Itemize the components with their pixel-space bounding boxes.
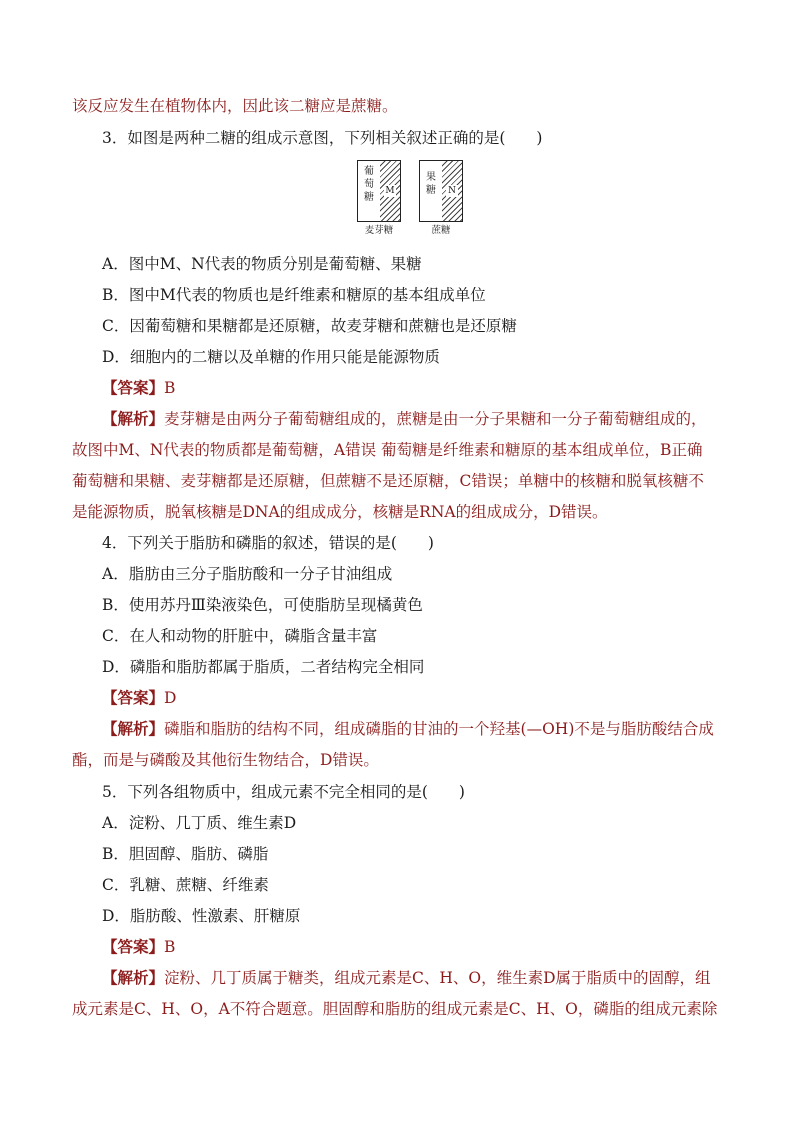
answer-4: 【答案】D [102,688,177,707]
option-c: C．乳糖、蔗糖、纤维素 [102,876,269,894]
option-b: B．图中M代表的物质也是纤维素和糖原的基本组成单位 [102,286,486,304]
hatched-area [380,161,400,221]
option-c: C．在人和动物的肝脏中，磷脂含量丰富 [102,627,378,645]
glucose-label: 葡萄糖 [364,166,374,203]
option-a: A．图中M、N代表的物质分别是葡萄糖、果糖 [102,255,422,273]
hatched-area [442,161,462,221]
fructose-label: 果糖 [426,172,436,196]
maltose-caption: 麦芽糖 [364,225,394,236]
m-label: M [385,186,395,196]
sucrose-caption: 蔗糖 [431,225,451,236]
answer-3: 【答案】B [102,378,176,397]
text-line: 是能源物质，脱氧核糖是DNA的组成成分，核糖是RNA的组成成分，D错误。 [72,503,608,521]
disaccharide-diagram [355,158,465,240]
explanation-3: 【解析】麦芽糖是由两分子葡萄糖组成的，蔗糖是由一分子果糖和一分子葡萄糖组成的， [102,409,707,428]
option-d: D．脂肪酸、性激素、肝糖原 [102,907,301,925]
option-b: B．胆固醇、脂肪、磷脂 [102,845,269,863]
option-d: D．磷脂和脂肪都属于脂质，二者结构完全相同 [102,658,425,676]
text-line: 葡萄糖和果糖、麦芽糖都是还原糖，但蔗糖不是还原糖，C错误；单糖中的核糖和脱氧核糖不 [72,472,704,490]
n-label: N [446,185,458,197]
option-a: A．脂肪由三分子脂肪酸和一分子甘油组成 [102,565,393,583]
explanation-4: 【解析】磷脂和脂肪的结构不同，组成磷脂的甘油的一个羟基(—OH)不是与脂肪酸结合成 [102,719,714,738]
maltose-box [357,160,401,222]
text-line: 故图中M、N代表的物质都是葡萄糖，A错误 葡萄糖是纤维素和糖原的基本组成单位，B正确 [72,441,703,459]
question-3: 3．如图是两种二糖的组成示意图，下列相关叙述正确的是( ) [102,129,543,147]
text-line: 酯，而是与磷酸及其他衍生物结合，D错误。 [72,751,379,769]
explanation-5: 【解析】淀粉、几丁质属于糖类，组成元素是C、H、O，维生素D属于脂质中的固醇，组 [102,968,711,987]
text-line: 该反应发生在植物体内，因此该二糖应是蔗糖。 [72,97,398,115]
question-5: 5．下列各组物质中，组成元素不完全相同的是( ) [102,783,465,801]
sucrose-box [419,160,463,222]
question-4: 4．下列关于脂肪和磷脂的叙述，错误的是( ) [102,534,434,552]
answer-5: 【答案】B [102,937,176,956]
option-a: A．淀粉、几丁质、维生素D [102,814,297,832]
option-c: C．因葡萄糖和果糖都是还原糖，故麦芽糖和蔗糖也是还原糖 [102,317,517,335]
option-b: B．使用苏丹Ⅲ染液染色，可使脂肪呈现橘黄色 [102,596,423,614]
text-line: 成元素是C、H、O，A不符合题意。胆固醇和脂肪的组成元素是C、H、O，磷脂的组成元素除 [72,1000,718,1018]
option-d: D．细胞内的二糖以及单糖的作用只能是能源物质 [102,348,440,366]
